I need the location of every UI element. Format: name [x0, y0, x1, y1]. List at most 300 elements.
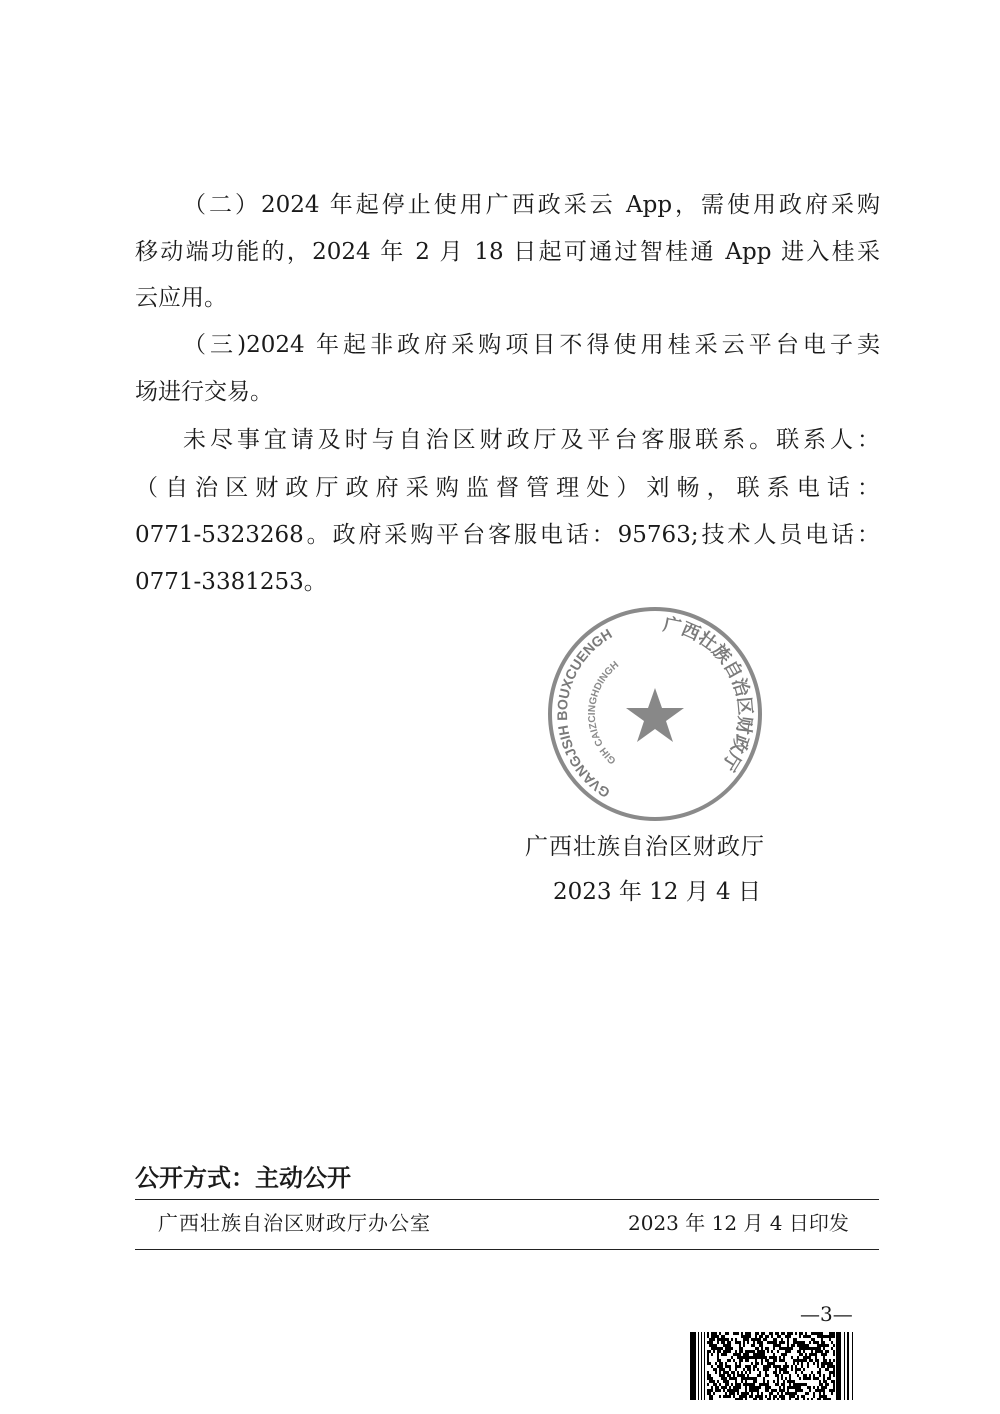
- barcode-module: [747, 1335, 749, 1338]
- barcode-module: [773, 1341, 775, 1344]
- barcode-module: [711, 1377, 713, 1380]
- barcode-module: [690, 1332, 696, 1400]
- barcode-module: [831, 1347, 833, 1350]
- barcode-module: [721, 1341, 723, 1344]
- star-icon: [626, 688, 684, 742]
- barcode-module: [739, 1359, 741, 1362]
- barcode-module: [717, 1341, 719, 1344]
- barcode-module: [785, 1353, 787, 1356]
- barcode-module: [749, 1368, 751, 1371]
- barcode-module: [763, 1365, 765, 1368]
- barcode-module: [783, 1356, 785, 1359]
- barcode-module: [737, 1389, 739, 1392]
- barcode-module: [807, 1347, 809, 1350]
- barcode-module: [743, 1368, 745, 1371]
- barcode-module: [833, 1380, 835, 1383]
- barcode-module: [751, 1377, 753, 1380]
- barcode-module: [803, 1368, 805, 1371]
- barcode-module: [713, 1380, 715, 1383]
- barcode-module: [727, 1350, 729, 1353]
- barcode-module: [773, 1362, 775, 1365]
- barcode-module: [793, 1383, 795, 1386]
- barcode-module: [781, 1341, 783, 1344]
- barcode-module: [747, 1368, 749, 1371]
- barcode-module: [787, 1386, 789, 1389]
- barcode-module: [743, 1353, 745, 1356]
- barcode-module: [737, 1374, 739, 1377]
- barcode-module: [795, 1386, 797, 1389]
- barcode-module: [747, 1392, 749, 1395]
- barcode-module: [739, 1365, 741, 1368]
- barcode-module: [813, 1374, 815, 1377]
- barcode-module: [769, 1365, 771, 1368]
- barcode-module: [781, 1392, 783, 1395]
- barcode-module: [761, 1350, 763, 1353]
- barcode-module: [741, 1395, 743, 1398]
- barcode-module: [741, 1371, 743, 1374]
- barcode-module: [755, 1359, 757, 1362]
- barcode-module: [733, 1392, 735, 1395]
- barcode-module: [749, 1350, 751, 1353]
- barcode-module: [783, 1353, 785, 1356]
- barcode-module: [809, 1389, 811, 1392]
- barcode-module: [823, 1353, 825, 1356]
- barcode-module: [787, 1347, 789, 1350]
- barcode-module: [763, 1368, 765, 1371]
- barcode-module: [779, 1386, 781, 1389]
- barcode-module: [809, 1335, 811, 1338]
- barcode-module: [809, 1377, 811, 1380]
- barcode-module: [773, 1395, 775, 1398]
- barcode-module: [767, 1368, 769, 1371]
- barcode-module: [741, 1392, 743, 1395]
- barcode-module: [801, 1365, 803, 1368]
- barcode-module: [785, 1365, 787, 1368]
- barcode-module: [823, 1398, 825, 1400]
- barcode-module: [767, 1374, 769, 1377]
- barcode-module: [749, 1389, 751, 1392]
- barcode-module: [727, 1380, 729, 1383]
- barcode-module: [757, 1350, 759, 1353]
- barcode-module: [811, 1353, 813, 1356]
- seal-chinese-text: 广西壮族自治区财政厅: [661, 614, 756, 775]
- barcode-module: [767, 1359, 769, 1362]
- barcode-module: [701, 1332, 702, 1400]
- barcode-module: [698, 1332, 699, 1400]
- barcode-module: [735, 1377, 737, 1380]
- barcode-module: [821, 1365, 823, 1368]
- barcode-module: [753, 1338, 755, 1341]
- barcode-module: [773, 1347, 775, 1350]
- barcode-module: [829, 1332, 831, 1335]
- barcode-module: [751, 1386, 753, 1389]
- barcode-module: [791, 1392, 793, 1395]
- barcode-module: [743, 1341, 745, 1344]
- barcode-module: [707, 1371, 709, 1374]
- barcode-module: [811, 1332, 813, 1335]
- barcode-module: [817, 1332, 819, 1335]
- barcode-module: [801, 1371, 803, 1374]
- svg-text:GVANGJSIH BOUXCUENGH: [554, 625, 615, 801]
- barcode-module: [775, 1374, 777, 1377]
- barcode-module: [805, 1335, 807, 1338]
- barcode-module: [783, 1347, 785, 1350]
- barcode-module: [787, 1338, 789, 1341]
- barcode-module: [767, 1398, 769, 1400]
- barcode-module: [833, 1365, 835, 1368]
- barcode-module: [719, 1383, 721, 1386]
- barcode-module: [775, 1338, 777, 1341]
- barcode-module: [765, 1365, 767, 1368]
- barcode-module: [833, 1389, 835, 1392]
- barcode-module: [715, 1386, 717, 1389]
- barcode-module: [713, 1335, 715, 1338]
- barcode-module: [789, 1380, 791, 1383]
- barcode-module: [721, 1377, 723, 1380]
- barcode-module: [759, 1335, 761, 1338]
- barcode-module: [761, 1359, 763, 1362]
- barcode-module: [827, 1365, 829, 1368]
- barcode-module: [735, 1341, 737, 1344]
- barcode-module: [793, 1392, 795, 1395]
- barcode-module: [831, 1365, 833, 1368]
- barcode-module: [755, 1356, 757, 1359]
- barcode-module: [717, 1350, 719, 1353]
- barcode-module: [753, 1341, 755, 1344]
- barcode-module: [771, 1392, 773, 1395]
- barcode-module: [785, 1350, 787, 1353]
- barcode-module: [751, 1344, 753, 1347]
- barcode-module: [807, 1398, 809, 1400]
- divider: [135, 1249, 879, 1250]
- barcode-module: [791, 1344, 793, 1347]
- barcode-module: [709, 1374, 711, 1377]
- barcode-module: [795, 1338, 797, 1341]
- barcode-module: [723, 1389, 725, 1392]
- barcode-module: [821, 1335, 823, 1338]
- barcode-module: [745, 1365, 747, 1368]
- barcode-module: [759, 1341, 761, 1344]
- barcode-module: [761, 1398, 763, 1400]
- barcode-module: [745, 1398, 747, 1400]
- barcode-module: [759, 1374, 761, 1377]
- barcode-module: [713, 1350, 715, 1353]
- barcode-module: [805, 1344, 807, 1347]
- barcode-module: [755, 1377, 757, 1380]
- barcode-module: [823, 1395, 825, 1398]
- barcode-module: [753, 1365, 755, 1368]
- barcode-module: [727, 1338, 729, 1341]
- barcode-module: [733, 1377, 735, 1380]
- barcode-module: [787, 1365, 789, 1368]
- barcode-module: [751, 1383, 753, 1386]
- barcode-module: [729, 1347, 731, 1350]
- barcode-module: [825, 1398, 827, 1400]
- barcode-module: [761, 1335, 763, 1338]
- barcode-module: [809, 1386, 811, 1389]
- barcode-module: [719, 1395, 721, 1398]
- barcode-module: [775, 1383, 777, 1386]
- barcode-module: [779, 1365, 781, 1368]
- barcode-module: [711, 1365, 713, 1368]
- barcode-module: [761, 1332, 763, 1335]
- barcode-module: [801, 1359, 803, 1362]
- barcode-module: [719, 1371, 721, 1374]
- barcode-module: [755, 1335, 757, 1338]
- barcode-module: [799, 1386, 801, 1389]
- barcode-module: [733, 1389, 735, 1392]
- barcode-module: [727, 1371, 729, 1374]
- barcode-module: [795, 1392, 797, 1395]
- barcode-module: [757, 1368, 759, 1371]
- barcode-module: [781, 1353, 783, 1356]
- barcode-module: [721, 1368, 723, 1371]
- barcode-module: [747, 1341, 749, 1344]
- barcode-module: [729, 1368, 731, 1371]
- barcode-module: [773, 1344, 775, 1347]
- barcode-module: [739, 1344, 741, 1347]
- barcode-module: [827, 1344, 829, 1347]
- barcode-module: [791, 1368, 793, 1371]
- barcode-module: [817, 1365, 819, 1368]
- barcode-module: [765, 1395, 767, 1398]
- pdf417-barcode: [690, 1332, 856, 1400]
- barcode-module: [825, 1359, 827, 1362]
- barcode-module: [797, 1344, 799, 1347]
- barcode-module: [777, 1380, 779, 1383]
- barcode-module: [759, 1350, 761, 1353]
- barcode-module: [743, 1356, 745, 1359]
- barcode-module: [755, 1362, 757, 1365]
- barcode-module: [805, 1383, 807, 1386]
- barcode-module: [799, 1344, 801, 1347]
- barcode-module: [745, 1395, 747, 1398]
- barcode-module: [747, 1353, 749, 1356]
- barcode-module: [821, 1362, 823, 1365]
- barcode-module: [831, 1341, 833, 1344]
- barcode-module: [759, 1356, 761, 1359]
- barcode-module: [791, 1365, 793, 1368]
- barcode-module: [729, 1341, 731, 1344]
- barcode-module: [745, 1383, 747, 1386]
- barcode-module: [809, 1353, 811, 1356]
- barcode-module: [765, 1335, 767, 1338]
- barcode-module: [803, 1374, 805, 1377]
- barcode-module: [783, 1368, 785, 1371]
- barcode-module: [831, 1335, 833, 1338]
- barcode-module: [779, 1347, 781, 1350]
- barcode-module: [739, 1356, 741, 1359]
- barcode-module: [847, 1332, 849, 1400]
- barcode-module: [729, 1377, 731, 1380]
- barcode-module: [775, 1356, 777, 1359]
- barcode-module: [739, 1347, 741, 1350]
- barcode-module: [757, 1395, 759, 1398]
- barcode-module: [805, 1347, 807, 1350]
- barcode-module: [749, 1365, 751, 1368]
- barcode-module: [709, 1362, 711, 1365]
- barcode-module: [725, 1383, 727, 1386]
- barcode-module: [709, 1350, 711, 1353]
- barcode-module: [825, 1350, 827, 1353]
- barcode-module: [827, 1335, 829, 1338]
- barcode-module: [753, 1350, 755, 1353]
- barcode-module: [775, 1389, 777, 1392]
- svg-text:GIH CAIZCINGHDINGH: [587, 659, 621, 765]
- barcode-module: [811, 1398, 813, 1400]
- barcode-module: [723, 1335, 725, 1338]
- barcode-module: [737, 1365, 739, 1368]
- barcode-module: [779, 1344, 781, 1347]
- barcode-module: [771, 1350, 773, 1353]
- barcode-module: [801, 1341, 803, 1344]
- barcode-module: [771, 1389, 773, 1392]
- barcode-module: [733, 1353, 735, 1356]
- barcode-module: [707, 1359, 709, 1362]
- barcode-module: [813, 1392, 815, 1395]
- barcode-module: [727, 1374, 729, 1377]
- barcode-module: [721, 1362, 723, 1365]
- barcode-module: [793, 1341, 795, 1344]
- barcode-module: [743, 1338, 745, 1341]
- barcode-module: [733, 1359, 735, 1362]
- paragraph-line: （三)2024 年起非政府采购项目不得使用桂采云平台电子卖: [183, 332, 880, 358]
- barcode-module: [817, 1359, 819, 1362]
- barcode-module: [717, 1356, 719, 1359]
- barcode-module: [739, 1374, 741, 1377]
- barcode-module: [757, 1332, 759, 1335]
- barcode-module: [725, 1332, 727, 1335]
- barcode-module: [757, 1389, 759, 1392]
- barcode-module: [763, 1350, 765, 1353]
- barcode-module: [833, 1335, 835, 1338]
- barcode-module: [709, 1338, 711, 1341]
- barcode-module: [727, 1359, 729, 1362]
- barcode-module: [737, 1386, 739, 1389]
- barcode-module: [755, 1338, 757, 1341]
- barcode-module: [755, 1398, 757, 1400]
- barcode-module: [723, 1377, 725, 1380]
- barcode-module: [717, 1338, 719, 1341]
- barcode-module: [781, 1395, 783, 1398]
- barcode-module: [799, 1368, 801, 1371]
- barcode-module: [743, 1374, 745, 1377]
- barcode-module: [817, 1389, 819, 1392]
- barcode-module: [821, 1341, 823, 1344]
- paragraph-line: 0771-3381253。: [135, 569, 327, 595]
- barcode-module: [789, 1332, 791, 1335]
- barcode-module: [717, 1359, 719, 1362]
- barcode-module: [825, 1368, 827, 1371]
- barcode-module: [779, 1371, 781, 1374]
- barcode-module: [803, 1356, 805, 1359]
- barcode-module: [787, 1350, 789, 1353]
- barcode-module: [823, 1359, 825, 1362]
- barcode-module: [719, 1347, 721, 1350]
- barcode-module: [751, 1362, 753, 1365]
- barcode-module: [719, 1389, 721, 1392]
- barcode-module: [827, 1362, 829, 1365]
- barcode-module: [763, 1332, 765, 1335]
- barcode-module: [791, 1386, 793, 1389]
- barcode-module: [731, 1338, 733, 1341]
- barcode-module: [731, 1392, 733, 1395]
- barcode-module: [833, 1371, 835, 1374]
- barcode-module: [759, 1395, 761, 1398]
- barcode-module: [739, 1353, 741, 1356]
- barcode-module: [763, 1383, 765, 1386]
- barcode-module: [833, 1359, 835, 1362]
- barcode-module: [719, 1332, 721, 1335]
- barcode-module: [803, 1383, 805, 1386]
- barcode-module: [829, 1374, 831, 1377]
- barcode-module: [755, 1395, 757, 1398]
- barcode-module: [779, 1335, 781, 1338]
- barcode-module: [739, 1362, 741, 1365]
- barcode-module: [739, 1350, 741, 1353]
- barcode-module: [721, 1353, 723, 1356]
- barcode-module: [761, 1356, 763, 1359]
- barcode-module: [813, 1377, 815, 1380]
- barcode-module: [815, 1347, 817, 1350]
- barcode-module: [745, 1332, 747, 1335]
- barcode-module: [793, 1359, 795, 1362]
- barcode-module: [795, 1383, 797, 1386]
- barcode-module: [775, 1368, 777, 1371]
- barcode-module: [801, 1353, 803, 1356]
- barcode-module: [821, 1386, 823, 1389]
- barcode-module: [707, 1356, 709, 1359]
- barcode-module: [769, 1341, 771, 1344]
- barcode-module: [817, 1347, 819, 1350]
- barcode-module: [787, 1371, 789, 1374]
- barcode-module: [725, 1344, 727, 1347]
- barcode-module: [803, 1395, 805, 1398]
- barcode-module: [719, 1365, 721, 1368]
- barcode-module: [741, 1398, 743, 1400]
- barcode-module: [757, 1356, 759, 1359]
- barcode-module: [807, 1377, 809, 1380]
- barcode-module: [779, 1395, 781, 1398]
- barcode-module: [811, 1338, 813, 1341]
- barcode-module: [707, 1362, 709, 1365]
- barcode-module: [797, 1386, 799, 1389]
- barcode-module: [817, 1377, 819, 1380]
- barcode-module: [787, 1380, 789, 1383]
- barcode-module: [801, 1395, 803, 1398]
- barcode-module: [809, 1359, 811, 1362]
- barcode-module: [765, 1374, 767, 1377]
- barcode-module: [707, 1389, 709, 1392]
- barcode-module: [769, 1386, 771, 1389]
- barcode-module: [767, 1389, 769, 1392]
- barcode-module: [773, 1380, 775, 1383]
- barcode-module: [747, 1377, 749, 1380]
- barcode-module: [775, 1359, 777, 1362]
- barcode-module: [775, 1344, 777, 1347]
- barcode-module: [753, 1356, 755, 1359]
- barcode-module: [777, 1365, 779, 1368]
- divider: [135, 1199, 879, 1200]
- barcode-module: [773, 1389, 775, 1392]
- barcode-module: [735, 1386, 737, 1389]
- barcode-module: [723, 1341, 725, 1344]
- barcode-module: [823, 1341, 825, 1344]
- barcode-module: [767, 1380, 769, 1383]
- barcode-module: [745, 1338, 747, 1341]
- official-seal: [545, 604, 765, 824]
- barcode-module: [745, 1380, 747, 1383]
